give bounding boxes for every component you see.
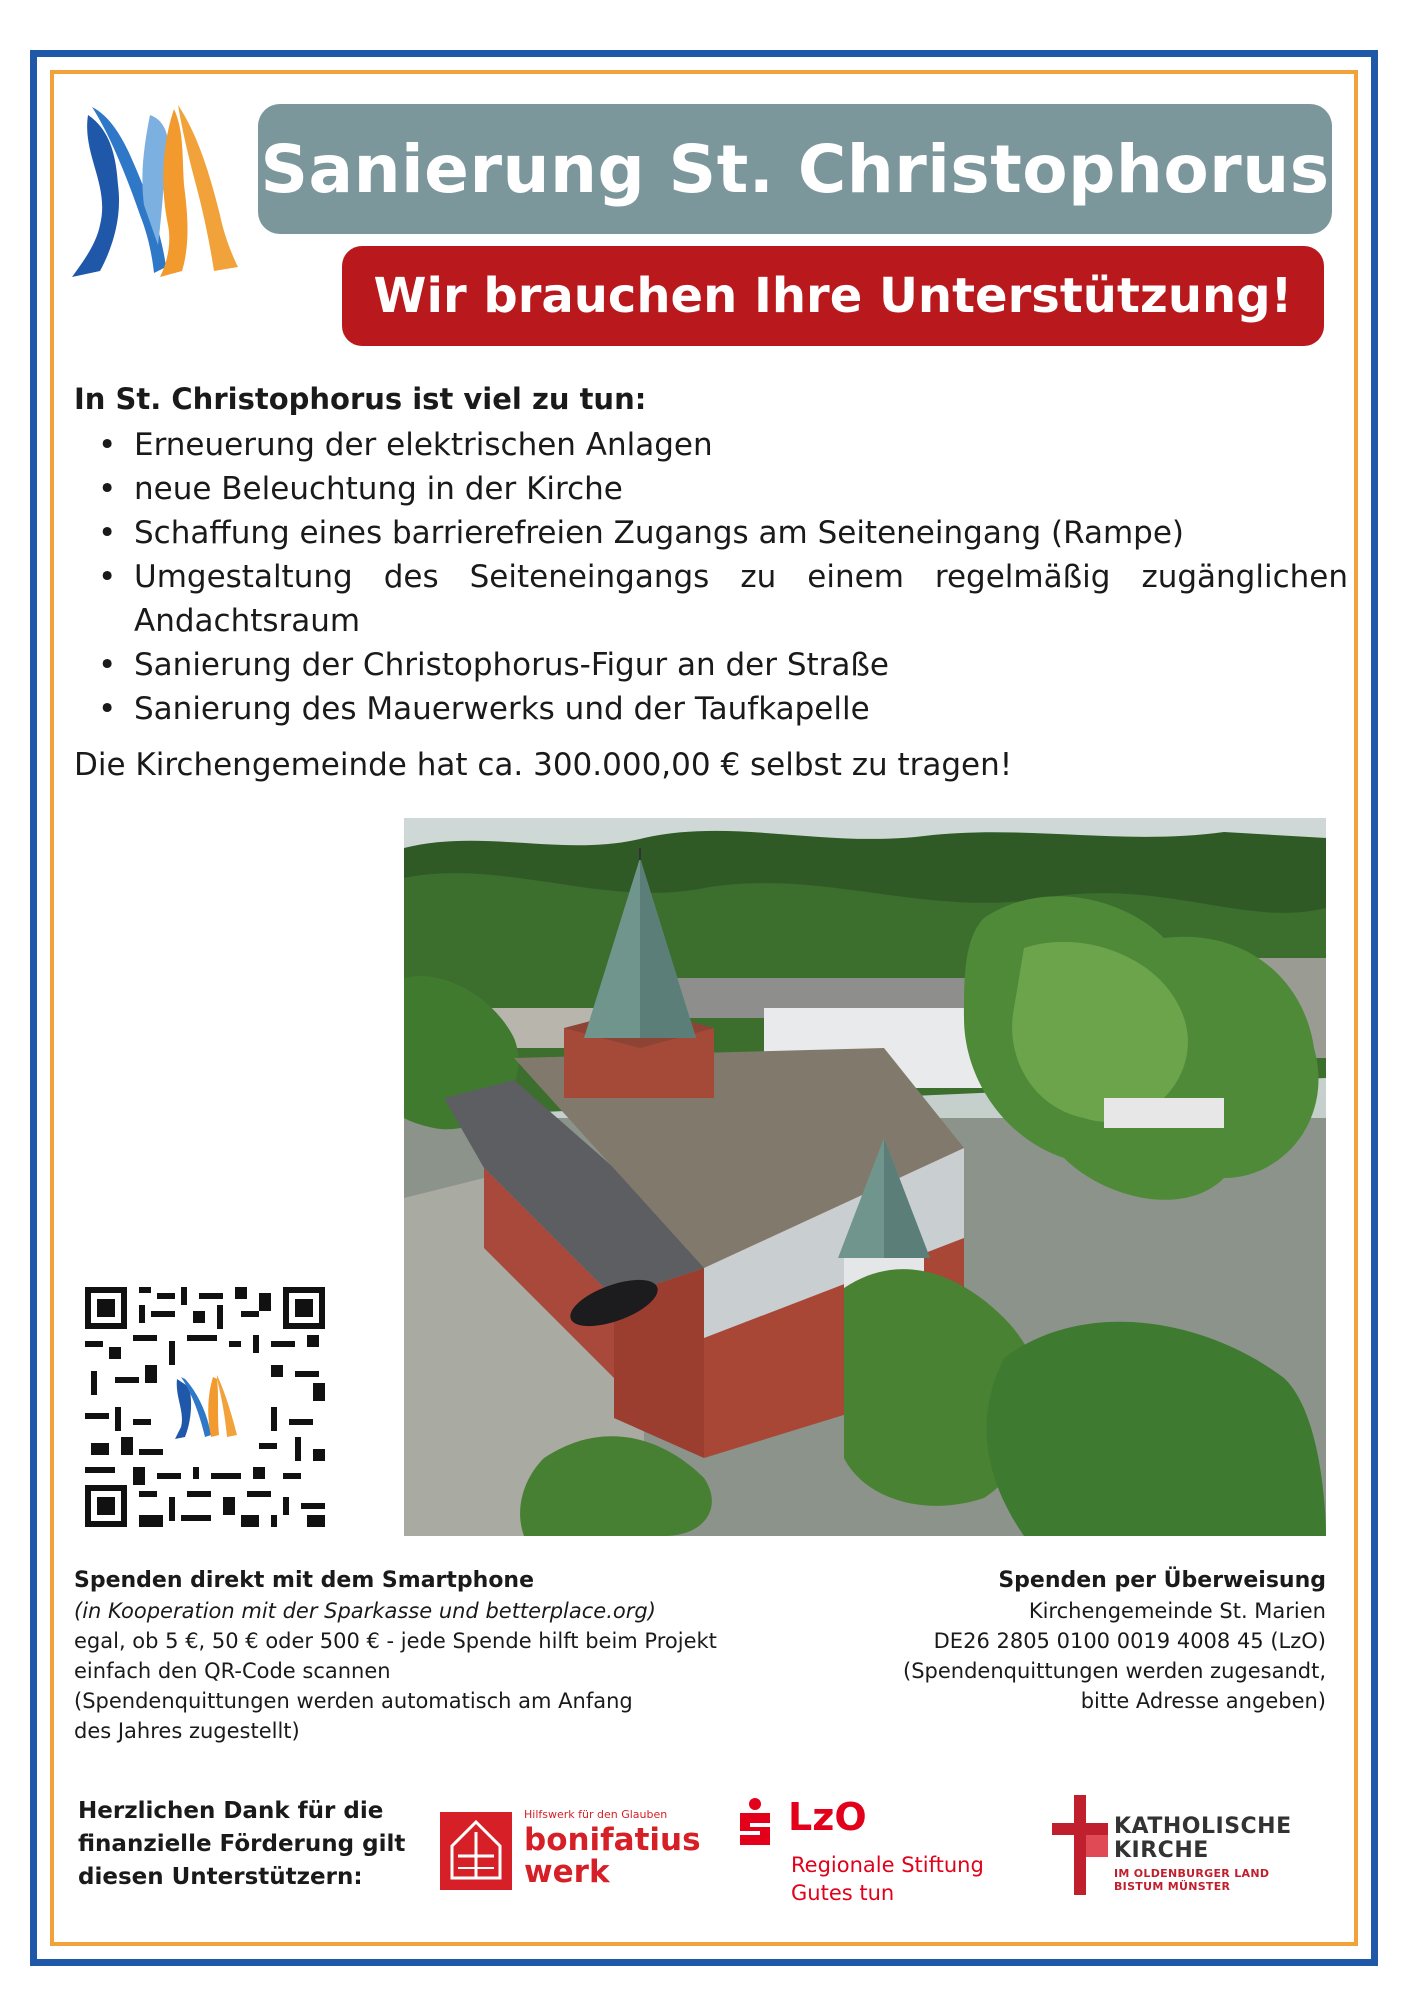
list-item: • neue Beleuchtung in der Kirche — [98, 467, 1348, 511]
bonifatius-name-line: bonifatius — [524, 1822, 701, 1858]
bonifatius-emblem-icon — [440, 1812, 512, 1890]
smartphone-line: des Jahres zugestellt) — [74, 1719, 300, 1743]
thanks-line: Herzlichen Dank für die — [78, 1798, 384, 1824]
smartphone-line: (Spendenquittungen werden automatisch am Anfang — [74, 1689, 633, 1713]
smartphone-heading: Spenden direkt mit dem Smartphone — [74, 1568, 535, 1593]
donation-qr-code[interactable] — [85, 1287, 325, 1527]
list-item: • Schaffung eines barrierefreien Zugangs am Seiteneingang (Rampe) — [98, 511, 1348, 555]
transfer-iban: DE26 2805 0100 0019 4008 45 (LzO) — [933, 1629, 1326, 1653]
list-item: • Sanierung der Christophorus-Figur an der Straße — [98, 643, 1348, 687]
smartphone-line: egal, ob 5 €, 50 € oder 500 € - jede Spende hilft beim Projekt — [74, 1629, 717, 1653]
bonifatius-name-line: werk — [524, 1854, 610, 1890]
lzo-tagline — [791, 1851, 984, 1907]
list-item: • Sanierung des Mauerwerks und der Taufkapelle — [98, 687, 1348, 731]
list-item: • Erneuerung der elektrischen Anlagen — [98, 423, 1348, 467]
page-title: Sanierung St. Christophorus — [258, 104, 1332, 234]
kk-region-line: BISTUM MÜNSTER — [1114, 1880, 1231, 1893]
task-list — [98, 423, 1348, 731]
bonifatius-tagline: Hilfswerk für den Glauben — [524, 1808, 668, 1821]
katholische-kirche-logo — [1052, 1795, 1312, 1905]
church-aerial-photo — [404, 818, 1326, 1536]
support-banner: Wir brauchen Ihre Unterstützung! — [342, 246, 1324, 346]
bonifatiuswerk-logo — [440, 1808, 700, 1894]
kk-name-line: KIRCHE — [1114, 1838, 1209, 1863]
kk-region-line: IM OLDENBURGER LAND — [1114, 1867, 1270, 1880]
transfer-line: bitte Adresse angeben) — [1080, 1689, 1326, 1713]
funding-total: Die Kirchengemeinde hat ca. 300.000,00 € selbst zu tragen! — [74, 747, 1013, 783]
kk-name — [1114, 1815, 1292, 1863]
smartphone-note: (in Kooperation mit der Sparkasse und betterplace.org) — [74, 1599, 656, 1623]
lzo-tagline-line: Regionale Stiftung — [791, 1853, 984, 1877]
lzo-foundation-logo — [736, 1795, 996, 1905]
lzo-name: LzO — [788, 1795, 867, 1839]
parish-logo — [70, 95, 240, 280]
list-item-line: Umgestaltung des Seiteneingangs zu einem regelmäßig zugänglichen — [134, 559, 1348, 595]
sparkasse-s-icon — [736, 1797, 774, 1847]
sponsor-thanks — [78, 1795, 405, 1894]
transfer-recipient: Kirchengemeinde St. Marien — [1028, 1599, 1326, 1623]
bonifatius-name — [524, 1824, 701, 1888]
thanks-line: finanzielle Förderung gilt — [78, 1831, 406, 1857]
transfer-heading: Spenden per Überweisung — [998, 1568, 1326, 1593]
task-intro: In St. Christophorus ist viel zu tun: — [74, 382, 647, 416]
red-cross-icon — [1052, 1795, 1108, 1895]
transfer-line: (Spendenquittungen werden zugesandt, — [903, 1659, 1326, 1683]
thanks-line: diesen Unterstützern: — [78, 1864, 363, 1890]
smartphone-line: einfach den QR-Code scannen — [74, 1659, 391, 1683]
list-item-continuation: Andachtsraum — [134, 603, 361, 639]
kk-region — [1114, 1867, 1269, 1893]
kk-name-line: KATHOLISCHE — [1114, 1814, 1292, 1839]
lzo-tagline-line: Gutes tun — [791, 1881, 895, 1905]
transfer-donation-info — [903, 1566, 1326, 1716]
list-item — [98, 555, 1348, 599]
smartphone-donation-info — [74, 1566, 717, 1746]
